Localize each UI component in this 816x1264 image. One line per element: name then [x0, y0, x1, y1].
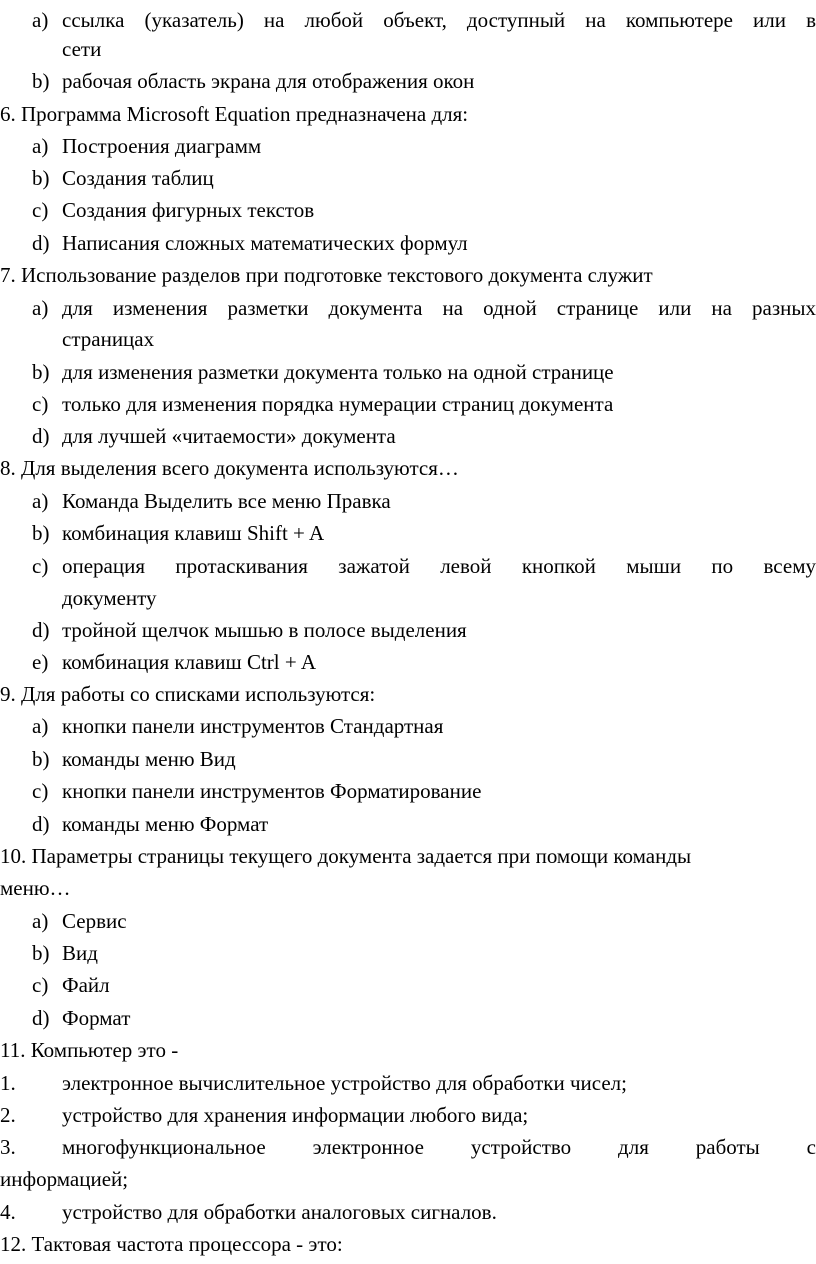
option-text: устройство для хранения информации любого вида;: [62, 1103, 529, 1127]
option-text: комбинация клавиш Shift + A: [62, 521, 325, 545]
continuation-text: сети: [62, 37, 102, 61]
answer-option: [0, 905, 816, 937]
option-marker: b): [32, 941, 50, 965]
option-text: для изменения разметки документа на одной странице или на разных: [62, 296, 816, 320]
answer-option: [0, 65, 816, 97]
option-marker: d): [32, 812, 50, 836]
answer-option: [0, 1196, 816, 1228]
option-text: Создания таблиц: [62, 166, 214, 190]
option-marker: a): [32, 489, 49, 513]
question-heading: [0, 1228, 816, 1260]
option-marker: a): [32, 8, 49, 32]
answer-option: [0, 130, 816, 162]
question-text: 12. Тактовая частота процессора - это:: [0, 1232, 343, 1256]
answer-option: [0, 227, 816, 259]
option-marker: b): [32, 166, 50, 190]
option-text: ссылка (указатель) на любой объект, доступный на компьютере или в: [62, 8, 816, 32]
question-heading: [0, 259, 816, 291]
answer-option: [0, 162, 816, 194]
option-marker: 1.: [0, 1071, 16, 1095]
option-text: для лучшей «читаемости» документа: [62, 424, 396, 448]
option-marker: c): [32, 973, 49, 997]
answer-option: [0, 194, 816, 226]
answer-option: [0, 614, 816, 646]
answer-option: [0, 1067, 816, 1099]
option-marker: a): [32, 714, 49, 738]
option-marker: a): [32, 909, 49, 933]
option-text: Написания сложных математических формул: [62, 231, 468, 255]
option-text: комбинация клавиш Ctrl + A: [62, 650, 316, 674]
question-text: 10. Параметры страницы текущего документа задается при помощи команды: [0, 844, 692, 868]
continuation-line: [0, 323, 816, 355]
question-heading: [0, 678, 816, 710]
answer-option: [0, 969, 816, 1001]
answer-option: [0, 485, 816, 517]
answer-option: [0, 550, 816, 582]
question-heading: [0, 98, 816, 130]
continuation-line: [0, 33, 816, 65]
option-text: Создания фигурных текстов: [62, 198, 315, 222]
answer-option: [0, 420, 816, 452]
question-text: меню…: [0, 876, 71, 900]
option-marker: a): [32, 134, 49, 158]
question-text: 9. Для работы со списками используются:: [0, 682, 376, 706]
answer-option: [0, 388, 816, 420]
continuation-line: [0, 1163, 816, 1195]
option-marker: b): [32, 360, 50, 384]
option-text: для изменения разметки документа только на одной странице: [62, 360, 614, 384]
question-text: 7. Использование разделов при подготовке текстового документа служит: [0, 263, 653, 287]
answer-option: [0, 356, 816, 388]
option-text: Файл: [62, 973, 110, 997]
option-marker: d): [32, 618, 50, 642]
option-text: многофункциональное электронное устройство для работы с: [62, 1135, 816, 1159]
answer-option: [0, 292, 816, 324]
option-marker: d): [32, 231, 50, 255]
answer-option: [0, 1099, 816, 1131]
continuation-text: документу: [62, 586, 157, 610]
answer-option: [0, 937, 816, 969]
question-text: 8. Для выделения всего документа используются…: [0, 456, 459, 480]
option-marker: c): [32, 554, 49, 578]
question-heading-continuation: [0, 872, 816, 904]
question-heading: [0, 840, 816, 872]
option-marker: 2.: [0, 1103, 16, 1127]
option-marker: e): [32, 650, 49, 674]
option-text: операция протаскивания зажатой левой кнопкой мыши по всему: [62, 554, 816, 578]
question-heading: [0, 1034, 816, 1066]
continuation-line: [0, 582, 816, 614]
option-marker: c): [32, 779, 49, 803]
question-heading: [0, 452, 816, 484]
answer-option: [0, 517, 816, 549]
answer-option: [0, 775, 816, 807]
option-marker: b): [32, 747, 50, 771]
option-text: кнопки панели инструментов Стандартная: [62, 714, 444, 738]
option-text: Построения диаграмм: [62, 134, 262, 158]
question-text: 11. Компьютер это -: [0, 1038, 179, 1062]
answer-option: [0, 1002, 816, 1034]
answer-option: [0, 808, 816, 840]
option-marker: 3.: [0, 1135, 16, 1159]
answer-option: [0, 710, 816, 742]
option-text: рабочая область экрана для отображения окон: [62, 69, 475, 93]
option-text: Вид: [62, 941, 98, 965]
continuation-text: страницах: [62, 327, 155, 351]
option-text: устройство для обработки аналоговых сигналов.: [62, 1200, 497, 1224]
answer-option: [0, 646, 816, 678]
answer-option: [0, 4, 816, 36]
answer-option: [0, 743, 816, 775]
option-text: тройной щелчок мышью в полосе выделения: [62, 618, 467, 642]
option-marker: 4.: [0, 1200, 16, 1224]
option-text: Формат: [62, 1006, 131, 1030]
option-marker: b): [32, 69, 50, 93]
option-marker: d): [32, 424, 50, 448]
option-text: команды меню Вид: [62, 747, 236, 771]
option-text: Команда Выделить все меню Правка: [62, 489, 391, 513]
option-marker: c): [32, 198, 49, 222]
question-text: 6. Программа Microsoft Equation предназначена для:: [0, 102, 469, 126]
option-marker: d): [32, 1006, 50, 1030]
option-marker: a): [32, 296, 49, 320]
option-text: электронное вычислительное устройство для обработки чисел;: [62, 1071, 627, 1095]
answer-option: [0, 1131, 816, 1163]
option-text: кнопки панели инструментов Форматирование: [62, 779, 482, 803]
option-text: только для изменения порядка нумерации страниц документа: [62, 392, 614, 416]
option-marker: b): [32, 521, 50, 545]
option-marker: c): [32, 392, 49, 416]
option-text: команды меню Формат: [62, 812, 269, 836]
continuation-text: информацией;: [0, 1167, 129, 1191]
option-text: Сервис: [62, 909, 127, 933]
